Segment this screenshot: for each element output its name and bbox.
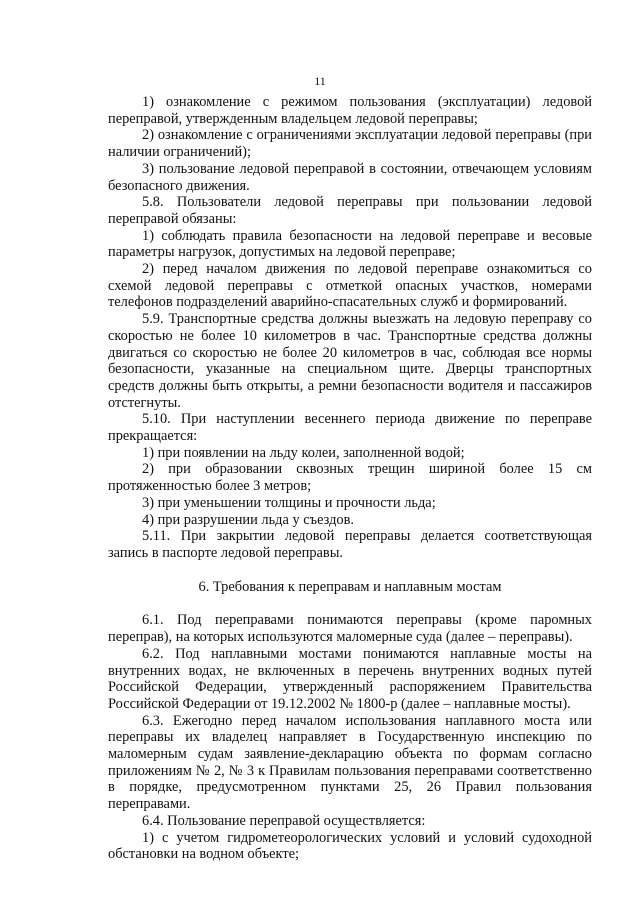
paragraph: 3) при уменьшении толщины и прочности льда;	[142, 494, 436, 511]
paragraph: 1) ознакомление с режимом пользования (эксплуатации) ледовой переправой, утвержденным владельцем ледовой переправы;	[108, 94, 592, 127]
paragraph: 1) с учетом гидрометеорологических условий и условий судоходной обстановки на водном объекте;	[108, 829, 592, 863]
paragraph: 3) пользование ледовой переправой в состоянии, отвечающем условиям безопасного движения.	[108, 160, 592, 194]
paragraph: 6.4. Пользование переправой осуществляется:	[142, 812, 426, 829]
paragraph: 2) ознакомление с ограничениями эксплуатации ледовой переправы (при наличии ограничений);	[108, 127, 592, 161]
paragraph: 2) перед началом движения по ледовой переправе ознакомиться со схемой ледовой переправы с отметкой опасных участков, номерами телефонов подразделений аварийно-спасательных служб и формирований.	[108, 261, 592, 311]
paragraph: 6.2. Под наплавными мостами понимаются наплавные мосты на внутренних водах, не включенных в перечень внутренних водных путей Российской Федерации, утвержденный распоряжением Правительства Российской Федерации от 19.12.2002 № 1800-р (далее – наплавные мосты).	[108, 645, 592, 712]
paragraph: 1) соблюдать правила безопасности на ледовой переправе и весовые параметры нагрузок, допустимых на ледовой переправе;	[108, 227, 592, 261]
paragraph: 5.10. При наступлении весеннего периода движение по переправе прекращается:	[108, 411, 592, 445]
section-heading: 6. Требования к переправам и наплавным мостам	[198, 578, 502, 595]
paragraph: 5.9. Транспортные средства должны выезжать на ледовую переправу со скоростью не более 10 километров в час. Транспортные средства должны двигаться со скоростью не более 20 километров в час, соблюдая все нормы безопасности, указанные на специальном щите. Дверцы транспортных средств должны быть открыты, а ремни безопасности водителя и пассажиров отстегнуты.	[108, 311, 592, 411]
paragraph: 6.3. Ежегодно перед началом использования наплавного моста или переправы их владелец направляет в Государственную инспекцию по маломерным судам заявление-декларацию объекта по формам согласно приложениям № 2, № 3 к Правилам пользования переправами соответственно в порядке, предусмотренном пунктами 25, 26 Правил пользования переправами.	[108, 712, 592, 813]
paragraph: 6.1. Под переправами понимаются переправы (кроме паромных переправ), на которых используются маломерные суда (далее – переправы).	[108, 612, 592, 646]
paragraph: 2) при образовании сквозных трещин шириной более 15 см протяженностью более 3 метров;	[108, 461, 592, 495]
paragraph: 5.8. Пользователи ледовой переправы при пользовании ледовой переправой обязаны:	[108, 194, 592, 227]
paragraph: 4) при разрушении льда у съездов.	[142, 511, 354, 528]
page-number: 11	[314, 74, 326, 88]
document-body	[108, 94, 592, 863]
paragraph: 5.11. При закрытии ледовой переправы делается соответствующая запись в паспорте ледовой переправы.	[108, 528, 592, 561]
paragraph: 1) при появлении на льду колеи, заполненной водой;	[142, 444, 465, 461]
